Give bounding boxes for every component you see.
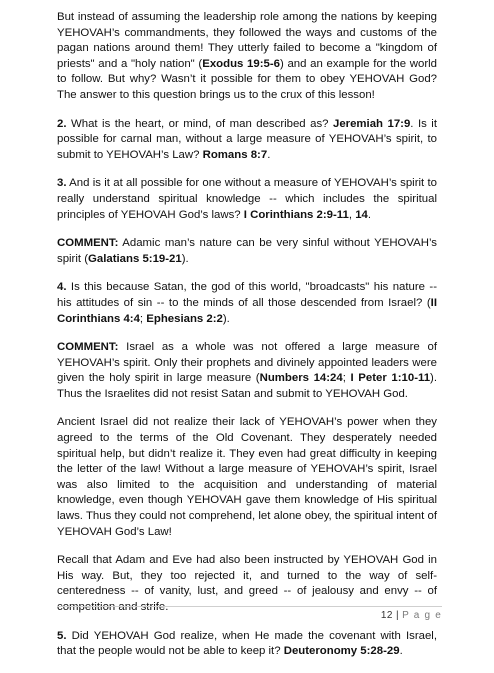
text-run: Recall that Adam and Eve had also been instructed by YEHOVAH God in His way. But, they too rejected it, and turned to the way of self-centeredness -- of vanity, lust, and greed -- of jealousy and envy -- of competition and strife. <box>57 554 437 613</box>
paragraph-2 <box>57 117 437 164</box>
text-run: Did YEHOVAH God realize, when He made the covenant with Israel, that the people would not be able to keep it? <box>57 629 437 658</box>
page-body <box>57 10 437 673</box>
text-run: , <box>348 208 356 221</box>
bold-text: Jeremiah 17:9 <box>332 117 411 130</box>
text-run: ). <box>222 312 230 325</box>
bold-text: I Peter 1:10-11 <box>350 372 431 385</box>
bold-text: Ephesians 2:2 <box>146 312 223 325</box>
bold-text: Galatians 5:19-21 <box>88 252 182 265</box>
bold-text: 3. <box>57 177 67 190</box>
text-run: Adamic man’s nature can be very sinful without YEHOVAH’s spirit ( <box>57 237 437 265</box>
paragraph-3 <box>57 176 437 223</box>
bold-text: 14 <box>355 208 368 221</box>
text-run: ; <box>139 312 147 325</box>
text-run: What is the heart, or mind, of man described as? <box>66 117 333 130</box>
text-run: Israel as a whole was not offered a large measure of YEHOVAH’s spirit. Only their prophets and divinely appointed leaders were given the holy spirit in large measure ( <box>57 341 437 385</box>
paragraph-4 <box>57 236 437 267</box>
page-number: 12 <box>380 610 393 621</box>
text-run: . <box>367 208 372 221</box>
bold-text: Numbers 14:24 <box>259 372 343 385</box>
bold-text: 5. <box>57 629 67 642</box>
text-run: ) and an example for the world to follow. But why? Wasn’t it possible for them to obey YEHOVAH God? The answer to this question brings us to the crux of this lesson! <box>57 57 438 101</box>
bold-text: 2. <box>57 117 67 130</box>
text-run: ). <box>181 252 189 265</box>
paragraph-7 <box>57 415 437 540</box>
paragraph-1 <box>57 10 437 104</box>
bold-text: 4. <box>57 281 67 294</box>
bold-text: Romans 8:7 <box>202 148 268 161</box>
text-run: . <box>267 148 271 161</box>
page-footer <box>381 610 442 621</box>
bold-text: COMMENT: <box>57 237 119 250</box>
footer-separator: | <box>395 610 400 621</box>
text-run: . <box>399 645 403 658</box>
bold-text: I Corinthians 2:9-11 <box>243 208 349 221</box>
paragraph-6 <box>57 340 437 402</box>
bold-text: COMMENT: <box>57 341 119 354</box>
page-label: P a g e <box>402 610 442 621</box>
text-run: But instead of assuming the leadership role among the nations by keeping YEHOVAH’s commandments, they followed the ways and customs of the pagan nations around them! They utterly failed to become a "kingdom of priests" and a "holy nation" ( <box>57 11 437 70</box>
text-run: ; <box>342 372 351 385</box>
bold-text: II Corinthians 4:4 <box>57 296 437 325</box>
text-run: Is this because Satan, the god of this world, "broadcasts" his nature -- his attitudes of sin -- to the minds of all those descended from Israel? ( <box>57 281 437 309</box>
text-run: . Is it possible for carnal man, without a large measure of YEHOVAH’s spirit, to submit to YEHOVAH’s Law? <box>57 117 437 161</box>
bold-text: Deuteronomy 5:28-29 <box>283 645 400 658</box>
text-run: And is it at all possible for one without a measure of YEHOVAH’s spirit to really understand spiritual knowledge -- which includes the spiritual principles of YEHOVAH God’s laws? <box>57 177 437 221</box>
text-run: Ancient Israel did not realize their lack of YEHOVAH’s power when they agreed to the terms of the Old Covenant. They desperately needed spiritual help, but didn’t realize it. They even had great difficulty in keeping the letter of the law! Without a large measure of YEHOVAH’s spirit, Israel was also limited to the acquisition and understanding of material knowledge, even though YEHOVAH gave them knowledge of His spiritual laws. Thus they could not comprehend, let alone obey, the spiritual intent of YEHOVAH God’s Law! <box>57 416 437 538</box>
paragraph-5 <box>57 280 437 327</box>
footer-divider <box>57 606 442 607</box>
bold-text: Exodus 19:5-6 <box>202 57 280 70</box>
text-run: ). Thus the Israelites did not resist Satan and submit to YEHOVAH God. <box>57 372 437 400</box>
paragraph-9 <box>57 629 437 660</box>
